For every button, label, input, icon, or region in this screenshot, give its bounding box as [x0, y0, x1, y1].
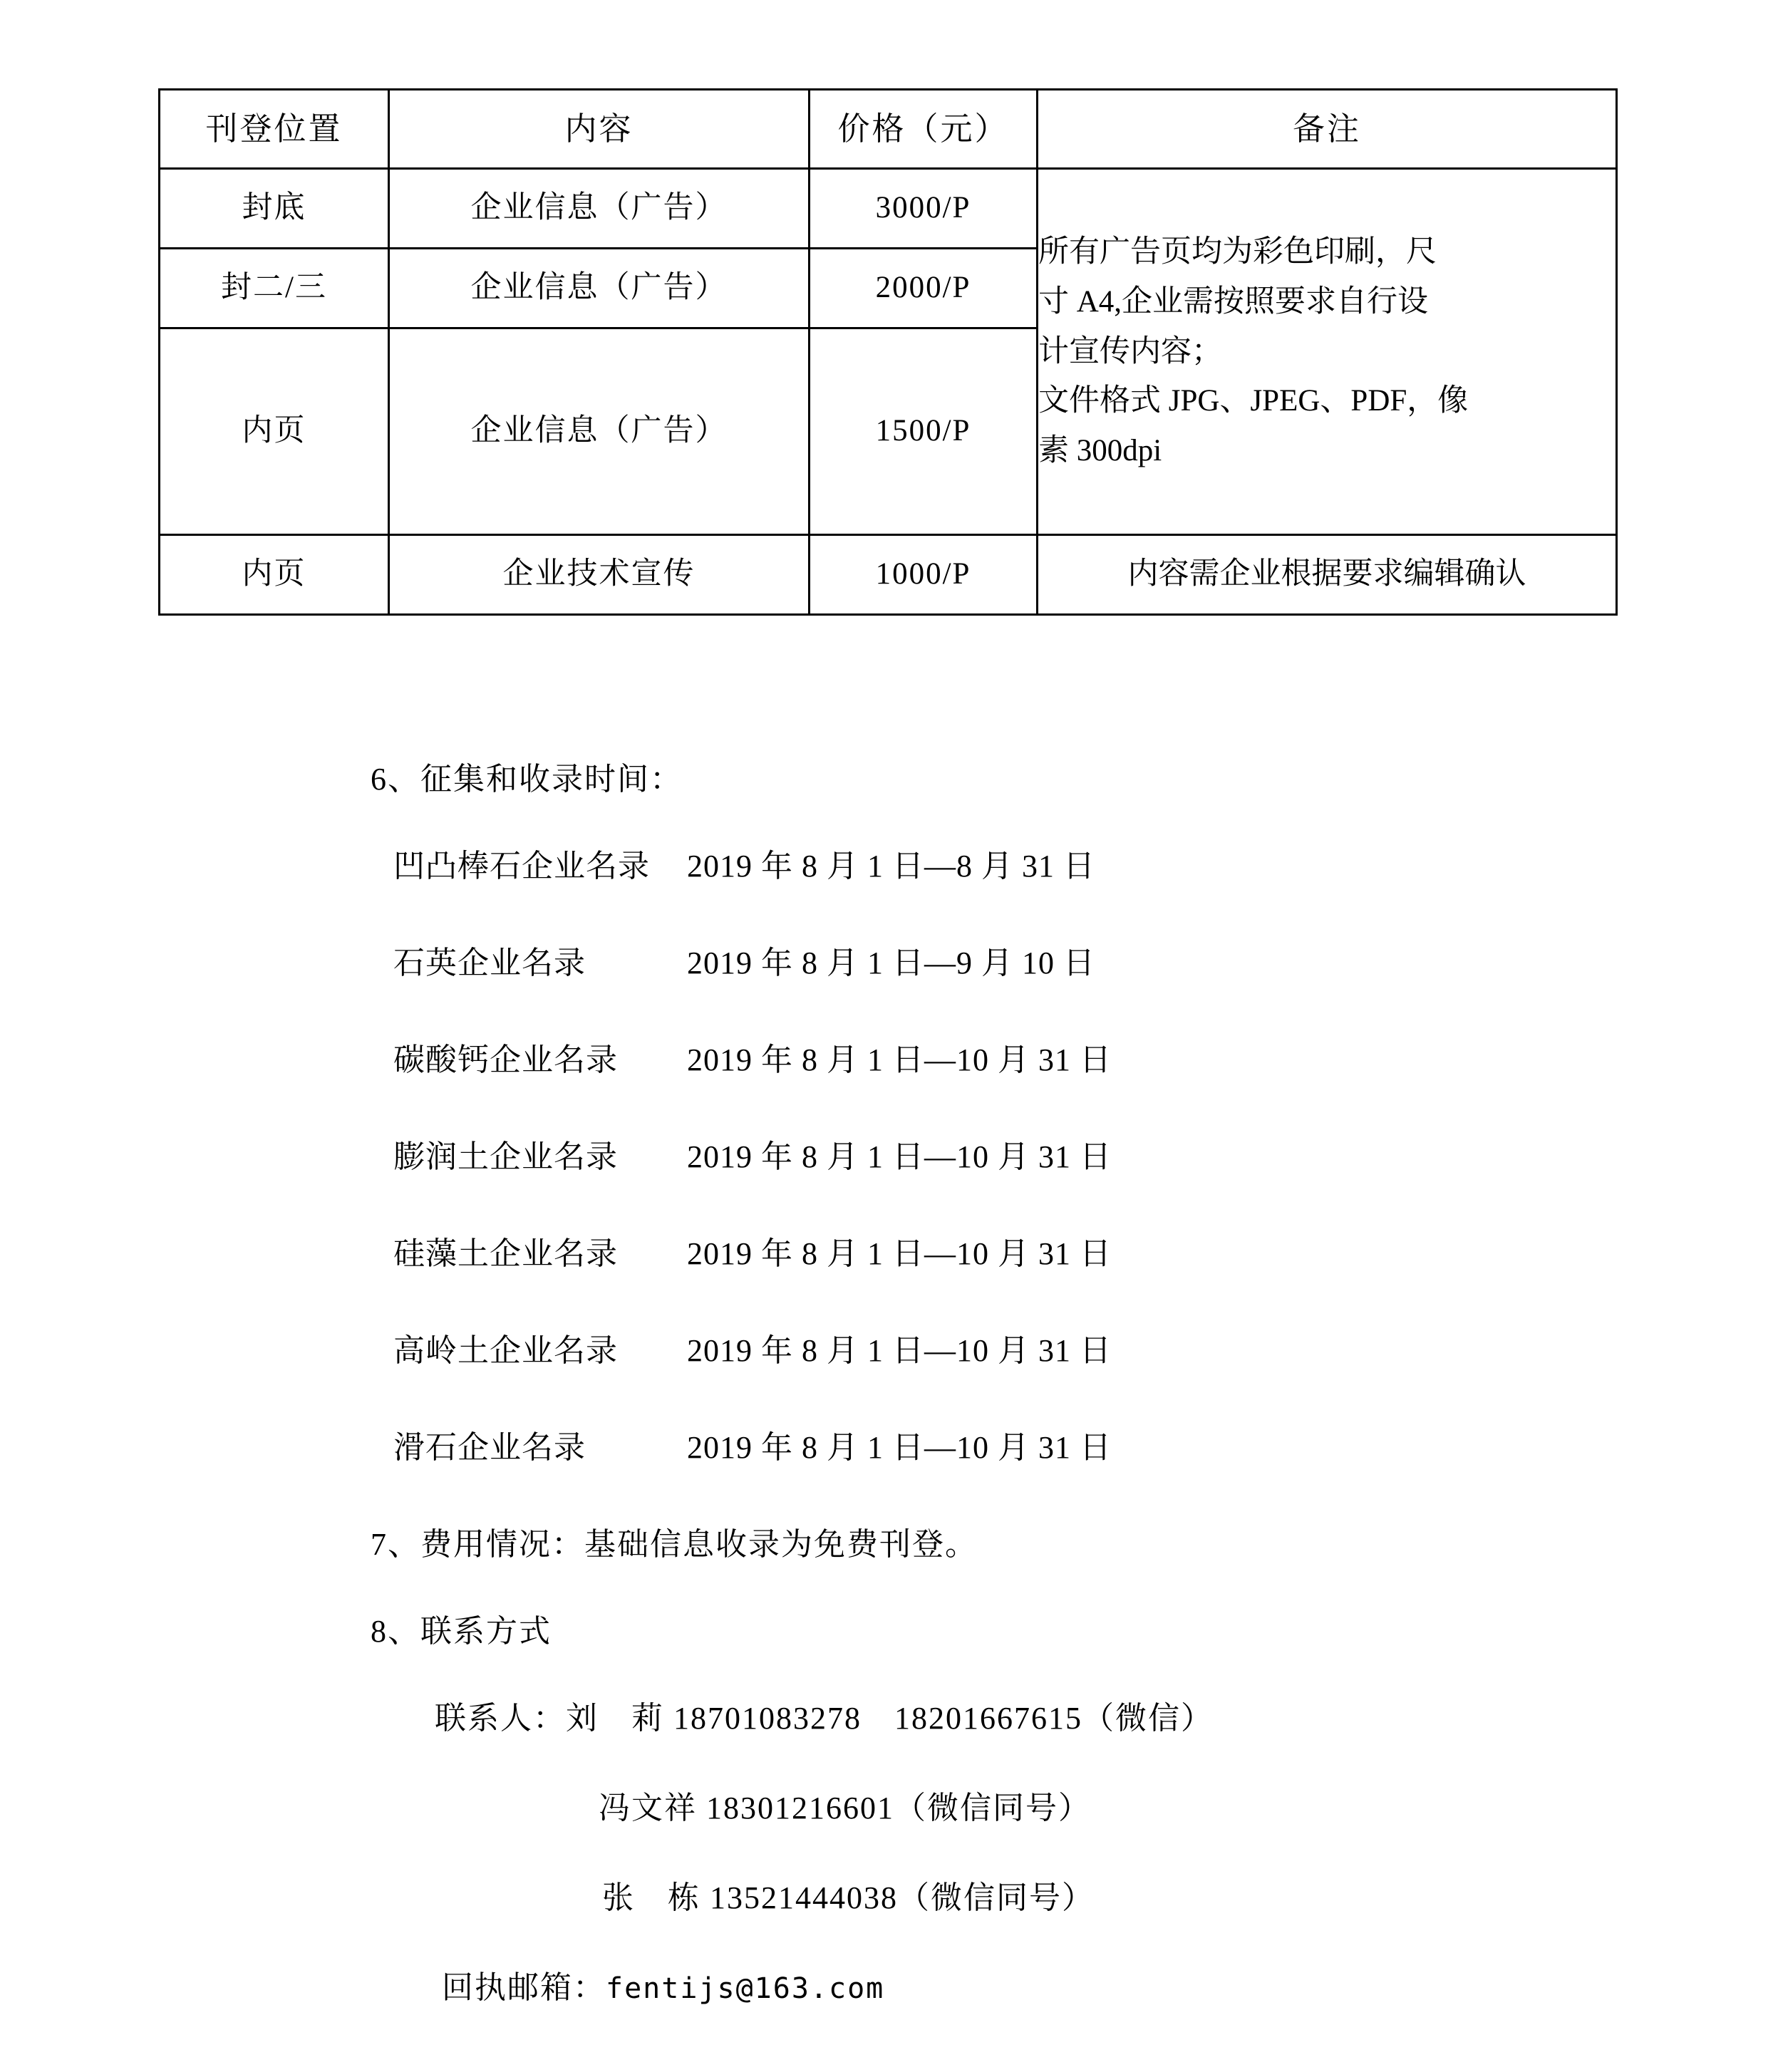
section6-heading: 6、征集和收录时间：: [371, 762, 683, 797]
schedule-row: [0, 1335, 1768, 1367]
table-row: [160, 535, 1617, 615]
notes-line: 计宣传内容；: [1038, 334, 1222, 368]
contact-line-liu: 联系人：刘 莉 18701083278 18201667615（微信）: [435, 1701, 1214, 1736]
spacer: [0, 1270, 1768, 1335]
receipt-email-address: fentijs@163.com: [606, 1972, 885, 2005]
notes-line: 寸 A4,企业需按照要求自行设: [1038, 285, 1429, 319]
notes-line: 素 300dpi: [1038, 433, 1162, 467]
schedule-row: [0, 948, 1768, 979]
schedule-date: 2019 年 8 月 1 日—10 月 31 日: [687, 1042, 1112, 1077]
spacer: [0, 1173, 1768, 1238]
schedule-row: [0, 1141, 1768, 1173]
spacer: [0, 1076, 1768, 1141]
notes-line: 文件格式 JPG、JPEG、PDF，像: [1038, 384, 1469, 418]
notes-text-block: [1038, 227, 1616, 475]
spacer: [0, 979, 1768, 1045]
contact-line-feng: 冯文祥 18301216601（微信同号）: [599, 1791, 1091, 1825]
pricing-table: [158, 88, 1618, 616]
schedule-name: 凹凸棒石企业名录: [393, 849, 650, 884]
schedule-name: 硅藻土企业名录: [393, 1236, 618, 1271]
pricing-table-container: [158, 88, 1616, 616]
cell-content: 企业技术宣传: [389, 535, 810, 615]
schedule-row: [0, 1238, 1768, 1270]
spacer: [0, 1914, 1768, 1972]
section8-heading: 8、联系方式: [371, 1614, 552, 1649]
contact-line-zhang: 张 栋 13521444038（微信同号）: [602, 1880, 1095, 1915]
cell-content: 企业信息（广告）: [389, 328, 810, 535]
schedule-date: 2019 年 8 月 1 日—10 月 31 日: [687, 1333, 1112, 1368]
schedule-name: 滑石企业名录: [393, 1430, 586, 1465]
notes-line: 所有广告页均为彩色印刷，尺: [1038, 235, 1437, 269]
schedule-name: 碳酸钙企业名录: [393, 1042, 618, 1077]
schedule-date: 2019 年 8 月 1 日—8 月 31 日: [687, 849, 1095, 884]
cell-notes: 内容需企业根据要求编辑确认: [1038, 535, 1617, 615]
cell-price: 1500/P: [810, 328, 1038, 535]
spacer: [0, 1560, 1768, 1616]
schedule-date: 2019 年 8 月 1 日—9 月 10 日: [687, 946, 1095, 980]
table-header-row: [160, 90, 1617, 169]
table-row: [160, 169, 1617, 249]
cell-content: 企业信息（广告）: [389, 169, 810, 249]
cell-price: 2000/P: [810, 249, 1038, 328]
receipt-email-line: [0, 1972, 1768, 2004]
cell-price: 3000/P: [810, 169, 1038, 249]
section7-text: 7、费用情况：基础信息收录为免费刊登。: [371, 1527, 978, 1562]
cell-content: 企业信息（广告）: [389, 249, 810, 328]
column-header-content: 内容: [389, 90, 810, 169]
spacer: [0, 1647, 1768, 1703]
document-body: [0, 764, 1768, 2004]
schedule-date: 2019 年 8 月 1 日—10 月 31 日: [687, 1430, 1112, 1465]
cell-position: 内页: [160, 328, 389, 535]
receipt-email-label: 回执邮箱：: [442, 1970, 606, 2005]
spacer: [0, 1734, 1768, 1793]
cell-notes-merged: [1038, 169, 1617, 535]
spacer: [0, 1464, 1768, 1529]
spacer: [0, 882, 1768, 948]
column-header-notes: 备注: [1038, 90, 1617, 169]
schedule-row: [0, 1042, 1768, 1077]
spacer: [0, 1824, 1768, 1882]
column-header-position: 刊登位置: [160, 90, 389, 169]
schedule-name: 石英企业名录: [393, 946, 586, 980]
cell-price: 1000/P: [810, 535, 1038, 615]
schedule-name: 高岭土企业名录: [393, 1333, 618, 1368]
schedule-date: 2019 年 8 月 1 日—10 月 31 日: [687, 1139, 1112, 1174]
schedule-date: 2019 年 8 月 1 日—10 月 31 日: [687, 1236, 1112, 1271]
spacer: [0, 795, 1768, 851]
schedule-name: 膨润土企业名录: [393, 1139, 618, 1174]
schedule-row: [0, 1432, 1768, 1464]
cell-position: 内页: [160, 535, 389, 615]
column-header-price: 价格（元）: [810, 90, 1038, 169]
cell-position: 封底: [160, 169, 389, 249]
spacer: [0, 1367, 1768, 1432]
cell-position: 封二/三: [160, 249, 389, 328]
schedule-row: [0, 851, 1768, 882]
